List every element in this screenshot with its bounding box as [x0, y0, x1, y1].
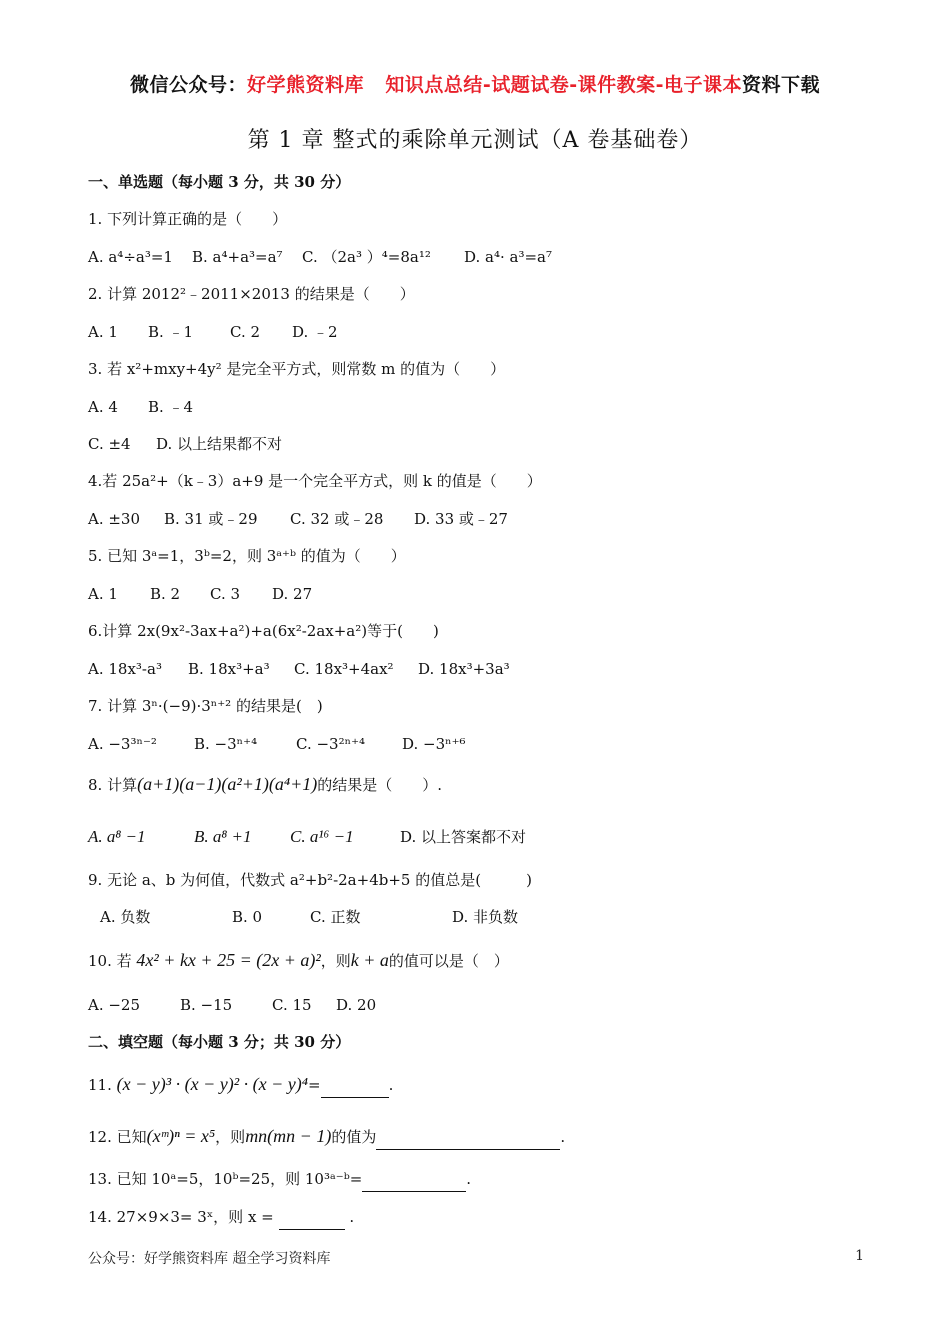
option-d: D. −3ⁿ⁺⁶: [402, 735, 466, 753]
option-b: B. a⁸ +1: [194, 827, 252, 846]
question-8-expression: (a+1)(a−1)(a²+1)(a⁴+1): [137, 774, 318, 794]
option-a: A. −3³ⁿ⁻²: [88, 735, 157, 753]
question-1-stem: 1. 下列计算正确的是（ ）: [88, 210, 288, 228]
header-banner: [0, 70, 950, 97]
option-a: A. a⁸ −1: [88, 827, 146, 846]
banner-suffix: 资料下载: [742, 74, 821, 96]
option-c: C. 3: [210, 585, 241, 603]
option-a: A. 18x³-a³: [88, 660, 162, 678]
option-c: C. −3²ⁿ⁺⁴: [296, 735, 366, 753]
question-12-expression-2: mn(mn − 1): [245, 1126, 332, 1146]
option-c: C. 15: [272, 996, 312, 1014]
question-11: [88, 1074, 393, 1098]
question-12-end: .: [560, 1128, 566, 1146]
question-8-options: [88, 827, 526, 847]
option-b: B. a⁴+a³=a⁷: [192, 248, 283, 266]
question-12-suffix: 的值为: [331, 1128, 377, 1146]
option-d: D. 18x³+3a³: [418, 660, 510, 678]
option-c: C. 18x³+4ax²: [294, 660, 394, 678]
footer-text: 公众号：好学熊资料库 超全学习资料库: [88, 1251, 331, 1267]
question-4-stem: 4.若 25a²+（k﹣3）a+9 是一个完全平方式，则 k 的值是（ ）: [88, 472, 542, 490]
option-b: B. −3ⁿ⁺⁴: [194, 735, 258, 753]
question-13-end: .: [466, 1170, 472, 1188]
question-12-middle: ，则: [215, 1128, 246, 1146]
option-b: B. 18x³+a³: [188, 660, 270, 678]
option-a: A. ±30: [88, 510, 141, 528]
option-a: A. 1: [88, 323, 118, 341]
question-13-stem: 13. 已知 10ᵃ=5，10ᵇ=25，则 10³ᵃ⁻ᵇ=: [88, 1170, 363, 1188]
answer-blank: [376, 1129, 560, 1150]
question-2-options: [88, 322, 338, 342]
question-6-stem: 6.计算 2x(9x²-3ax+a²)+a(6x²-2ax+a²)等于( ): [88, 622, 439, 640]
question-10-options: [88, 995, 376, 1015]
page-title: 第 1 章 整式的乘除单元测试（A 卷基础卷）: [247, 128, 703, 153]
question-12-expression: (xᵐ)ⁿ = x⁵: [146, 1126, 216, 1146]
banner-prefix: 微信公众号：: [129, 74, 247, 96]
question-3-options-row1: [88, 397, 193, 417]
question-13: [88, 1169, 471, 1192]
question-10-expression-2: k + a: [350, 950, 389, 970]
section-heading-fill-in: 二、填空题（每小题 3 分；共 30 分）: [88, 1033, 351, 1051]
question-4-options: [88, 509, 508, 529]
question-8-stem: [88, 774, 442, 795]
option-d: D. a⁴· a³=a⁷: [464, 248, 553, 266]
question-11-prefix: 11.: [88, 1076, 112, 1094]
option-c: C. a¹⁶ −1: [290, 827, 354, 846]
question-11-end: .: [388, 1076, 394, 1094]
question-9-stem: 9. 无论 a、b 为何值，代数式 a²+b²-2a+4b+5 的值总是( ): [88, 871, 532, 889]
question-10-middle: ，则: [320, 952, 351, 970]
option-c: C. （2a³ ）⁴=8a¹²: [302, 248, 431, 266]
option-d: D. 非负数: [452, 908, 519, 926]
question-10-expression: 4x² + kx + 25 = (2x + a)²: [136, 950, 321, 970]
section-heading-single-choice: 一、单选题（每小题 3 分，共 30 分）: [88, 173, 351, 191]
question-11-expression: (x − y)³ · (x − y)² · (x − y)⁴: [116, 1074, 309, 1094]
option-a: A. 4: [88, 398, 118, 416]
answer-blank: [279, 1209, 345, 1230]
option-d: D. 以上答案都不对: [400, 828, 527, 846]
question-10-suffix: 的值可以是（ ）: [388, 952, 509, 970]
banner-topics: 知识点总结-试题试卷-课件教案-电子课本: [385, 74, 743, 96]
option-c: C. 正数: [310, 908, 361, 926]
question-12-prefix: 12. 已知: [88, 1128, 147, 1146]
option-b: B. −15: [180, 996, 233, 1014]
question-5-stem: 5. 已知 3ᵃ=1，3ᵇ=2，则 3ᵃ⁺ᵇ 的值为（ ）: [88, 547, 406, 565]
option-c: C. 2: [230, 323, 261, 341]
question-8-suffix: 的结果是（ ）.: [317, 776, 443, 794]
option-b: B. ﹣4: [148, 398, 194, 416]
option-d: D. 20: [336, 996, 377, 1014]
answer-blank: [321, 1077, 389, 1098]
question-14: [88, 1207, 354, 1230]
question-10-prefix: 10. 若: [88, 952, 132, 970]
option-d: D. ﹣2: [292, 323, 338, 341]
option-b: B. 31 或﹣29: [164, 510, 258, 528]
option-c: C. ±4: [88, 435, 131, 453]
question-2-stem: 2. 计算 2012²﹣2011×2013 的结果是（ ）: [88, 285, 415, 303]
question-7-options: [88, 734, 466, 754]
option-a: A. 1: [88, 585, 118, 603]
question-6-options: [88, 659, 510, 679]
question-12: [88, 1126, 565, 1150]
option-b: B. 2: [150, 585, 181, 603]
question-14-end: .: [349, 1208, 355, 1226]
question-9-options: [100, 907, 518, 927]
option-d: D. 33 或﹣27: [414, 510, 508, 528]
question-8-prefix: 8. 计算: [88, 776, 138, 794]
option-d: D. 27: [272, 585, 313, 603]
question-10-stem: [88, 950, 509, 971]
question-3-stem: 3. 若 x²+mxy+4y² 是完全平方式，则常数 m 的值为（ ）: [88, 360, 506, 378]
question-5-options: [88, 584, 312, 604]
banner-brand: 好学熊资料库: [246, 74, 364, 96]
question-7-stem: 7. 计算 3ⁿ·(−9)·3ⁿ⁺² 的结果是( ): [88, 697, 323, 715]
question-11-equals: =: [308, 1076, 321, 1094]
option-b: B. 0: [232, 908, 263, 926]
option-d: D. 以上结果都不对: [156, 435, 283, 453]
page-number: 1: [855, 1248, 864, 1264]
question-3-options-row2: [88, 434, 282, 454]
answer-blank: [362, 1171, 466, 1192]
option-a: A. 负数: [100, 908, 151, 926]
question-1-options: [88, 247, 552, 267]
option-a: A. a⁴÷a³=1: [88, 248, 173, 266]
option-a: A. −25: [88, 996, 141, 1014]
option-b: B. ﹣1: [148, 323, 194, 341]
question-14-stem: 14. 27×9×3= 3ˣ，则 x =: [88, 1208, 274, 1226]
option-c: C. 32 或﹣28: [290, 510, 384, 528]
